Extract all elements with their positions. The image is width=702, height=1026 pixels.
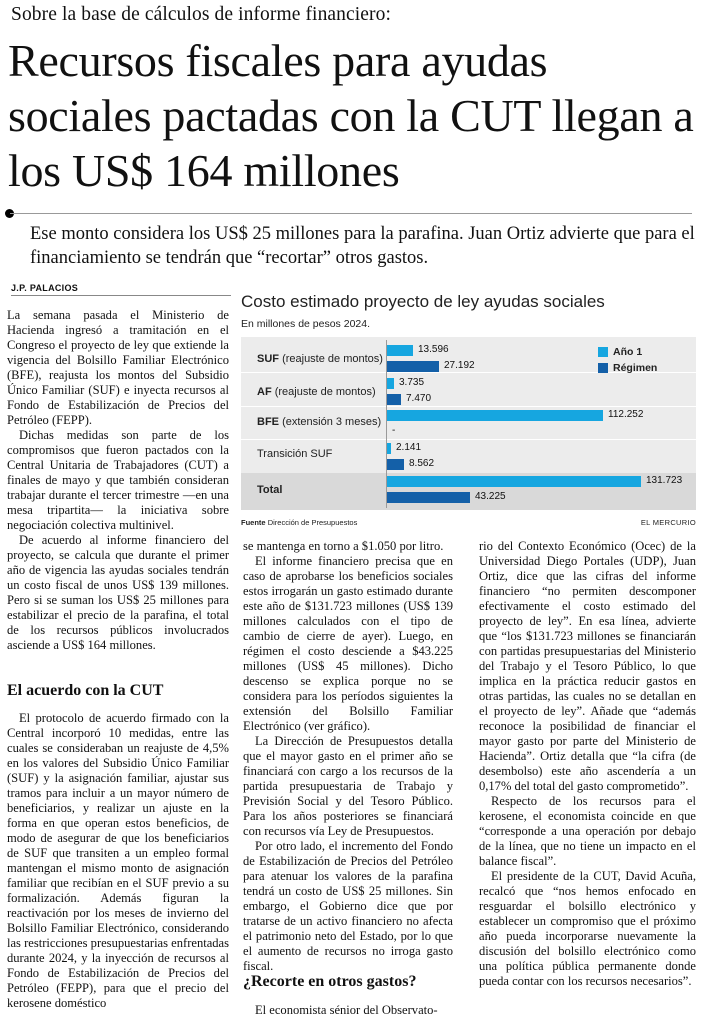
- paragraph: La semana pasada el Ministerio de Hacienda ingresó a tramitación en el Congreso el proyecto de ley que extiende la vigencia del Bolsillo Familiar Electrónico (BFE), reajusta los montos del Subsidio Único Familiar (SUF) e inyecta recursos al Fondo de Estabilización de Precios del Petróleo (FEPP).: [7, 308, 229, 427]
- value-label-bfe-regimen: -: [392, 425, 396, 436]
- value-label-transici-n-suf-regimen: 8.562: [409, 458, 435, 469]
- value-label-suf-regimen: 27.192: [444, 360, 475, 371]
- byline-rule: [11, 295, 231, 296]
- chart-row-separator: [241, 439, 696, 440]
- value-label-transici-n-suf-ano1: 2.141: [396, 442, 422, 453]
- chart-row-separator: [241, 406, 696, 407]
- bar-af-ano1: [387, 378, 394, 389]
- paragraph: El informe financiero precisa que en caso de aprobarse los beneficios sociales estos irrogarán un gasto estimado durante este año de $131.723 millones (US$ 139 millones calculados con el tipo de cambio de cierre de ayer). Luego, en régimen el costo desciende a $43.225 millones (US$ 45 millones). Dicho descenso se explica porque no se considera para los períodos siguientes la extensión del Bolsillo Familiar Electrónico (ver gráfico).: [243, 554, 453, 733]
- section-heading-recorte: ¿Recorte en otros gastos?: [243, 973, 417, 990]
- category-label-af: AF (reajuste de montos): [257, 386, 376, 398]
- paragraph: Por otro lado, el incremento del Fondo de Estabilización de Precios del Petróleo para atenuar los valores de la parafina tendrá un costo de US$ 25 millones. Sin embargo, el Gobierno dice que por tratarse de un activo financiero no afecta el patrimonio neto del Estado, por lo que el aumento de recursos no irroga gasto fiscal.: [243, 839, 453, 973]
- paragraph: De acuerdo al informe financiero del proyecto, se calcula que durante el primer año de vigencia las ayudas sociales tendrán un costo fiscal de unos US$ 139 millones. Pero si se suman los US$ 25 millones para estabilizar el precio de la parafina, el total de los recursos públicos involucrados asciende a US$ 164 millones.: [7, 533, 229, 652]
- category-label-suf: SUF (reajuste de montos): [257, 353, 383, 365]
- paragraph: El protocolo de acuerdo firmado con la Central incorporó 10 medidas, entre las cuales se consideraban un reajuste de 4,5% en los valores del Subsidio Único Familiar (SUF) y la asignación familiar, ajustar sus tramos para incluir a un mayor número de beneficiarios, y realizar un ajuste en la forma en que operan estos beneficios, de modo de asegurar de que los beneficiarios de SUF que transiten a un empleo formal mantengan el mismo monto de asignación familiar que recibían en el SUF previo a su formalización. Además figuran la reactivación por los meses de invierno del Bolsillo Familiar Electrónico, considerando las restricciones presupuestarias enfrentadas durante 2024, y la inyección de recursos al Fondo de Estabilización de Precios del Petróleo (FEPP), para que el precio del kerosene doméstico: [7, 711, 229, 1010]
- bar-af-regimen: [387, 394, 401, 405]
- column-2: [243, 539, 453, 974]
- paragraph: se mantenga en torno a $1.050 por litro.: [243, 539, 444, 553]
- bar-suf-ano1: [387, 345, 413, 356]
- bar-bfe-ano1: [387, 410, 603, 421]
- bar-total-ano1: [387, 476, 641, 487]
- bar-total-regimen: [387, 492, 470, 503]
- bar-transici-n-suf-ano1: [387, 443, 391, 454]
- column-1-bottom: [7, 711, 229, 1011]
- byline: J.P. PALACIOS: [11, 283, 79, 293]
- chart-subtitle: En millones de pesos 2024.: [241, 318, 370, 330]
- value-label-suf-ano1: 13.596: [418, 344, 449, 355]
- section-heading-acuerdo: El acuerdo con la CUT: [7, 682, 164, 699]
- chart-brand: EL MERCURIO: [640, 518, 696, 527]
- category-label-transicion-suf: Transición SUF: [257, 448, 333, 460]
- column-1-top: [7, 308, 229, 653]
- article-headline: Recursos fiscales para ayudas sociales pactadas con la CUT llegan a los US$ 164 millones: [8, 35, 694, 196]
- legend-swatch-ano1: [598, 347, 608, 357]
- category-label-total: Total: [257, 484, 283, 496]
- paragraph: Dichas medidas son parte de los compromisos que fueron pactados con la Central Unitaria de Trabajadores (CUT) a finales de mayo y que también consideran trabajar durante el tercer trimestre —en una mesa tripartita— la iniciativa sobre negociación colectiva multinivel.: [7, 428, 229, 532]
- paragraph: La Dirección de Presupuestos detalla que el mayor gasto en el primer año se financiará con cargo a los recursos de la partida presupuestaria de Trabajo y Previsión Social y del Tesoro Público. Para los años posteriores se financiará con recursos vía Ley de Presupuestos.: [243, 734, 453, 838]
- column-2-end: [243, 1003, 453, 1018]
- value-label-af-regimen: 7.470: [406, 393, 432, 404]
- chart-source: Fuente Dirección de Presupuestos: [241, 518, 358, 527]
- paragraph: El presidente de la CUT, David Acuña, recalcó que “nos hemos enfocado en resguardar el bolsillo electrónico y establecer un compromiso que el próximo año pueda incorporarse nuevamente la discusión del bolsillo electrónico como una política pública permanente donde pueda contar con los recursos necesarios”.: [479, 869, 696, 988]
- article-kicker: Sobre la base de cálculos de informe financiero:: [11, 4, 392, 25]
- legend-swatch-regimen: [598, 363, 608, 373]
- headline-rule: [10, 213, 692, 214]
- bar-suf-regimen: [387, 361, 439, 372]
- legend-label-regimen: Régimen: [613, 362, 658, 374]
- value-label-total-ano1: 131.723: [646, 475, 683, 486]
- paragraph: El economista sénior del Observato-: [255, 1003, 438, 1017]
- chart-title: Costo estimado proyecto de ley ayudas sociales: [241, 292, 605, 311]
- column-3: [479, 539, 696, 989]
- value-label-bfe-ano1: 112.252: [608, 409, 644, 420]
- bar-transici-n-suf-regimen: [387, 459, 404, 470]
- legend-label-ano1: Año 1: [613, 346, 643, 358]
- value-label-af-ano1: 3.735: [399, 377, 425, 388]
- value-label-total-regimen: 43.225: [475, 491, 506, 502]
- article-subhead: Ese monto considera los US$ 25 millones para la parafina. Juan Ortiz advierte que para el financiamiento se tendrán que “recortar” otros gastos.: [30, 224, 695, 268]
- category-label-bfe: BFE (extensión 3 meses): [257, 416, 382, 428]
- paragraph: Respecto de los recursos para el kerosene, el economista coincide en que “corresponde a una operación por debajo de la línea, que no tiene un impacto en el balance fiscal”.: [479, 794, 696, 868]
- paragraph: rio del Contexto Económico (Ocec) de la Universidad Diego Portales (UDP), Juan Ortiz, dice que las cifras del informe financiero “no permiten descomponer efectivamente el costo estimado del proyecto de ley”. En esa línea, advierte que “los $131.723 millones se financiarán con partidas presupuestarias del Ministerio del Trabajo y el Tesoro Público, lo que implica en la práctica reducir gastos en otras partidas, las cuales no se detallan en el proyecto de ley”. Añade que “además reconoce la posibilidad de financiar el mayor gasto por parte del Ministerio de Hacienda”. Ortiz detalla que “la cifra (de desembolso) este año ascendería a un 0,17% del total del gasto comprometido”.: [479, 539, 696, 793]
